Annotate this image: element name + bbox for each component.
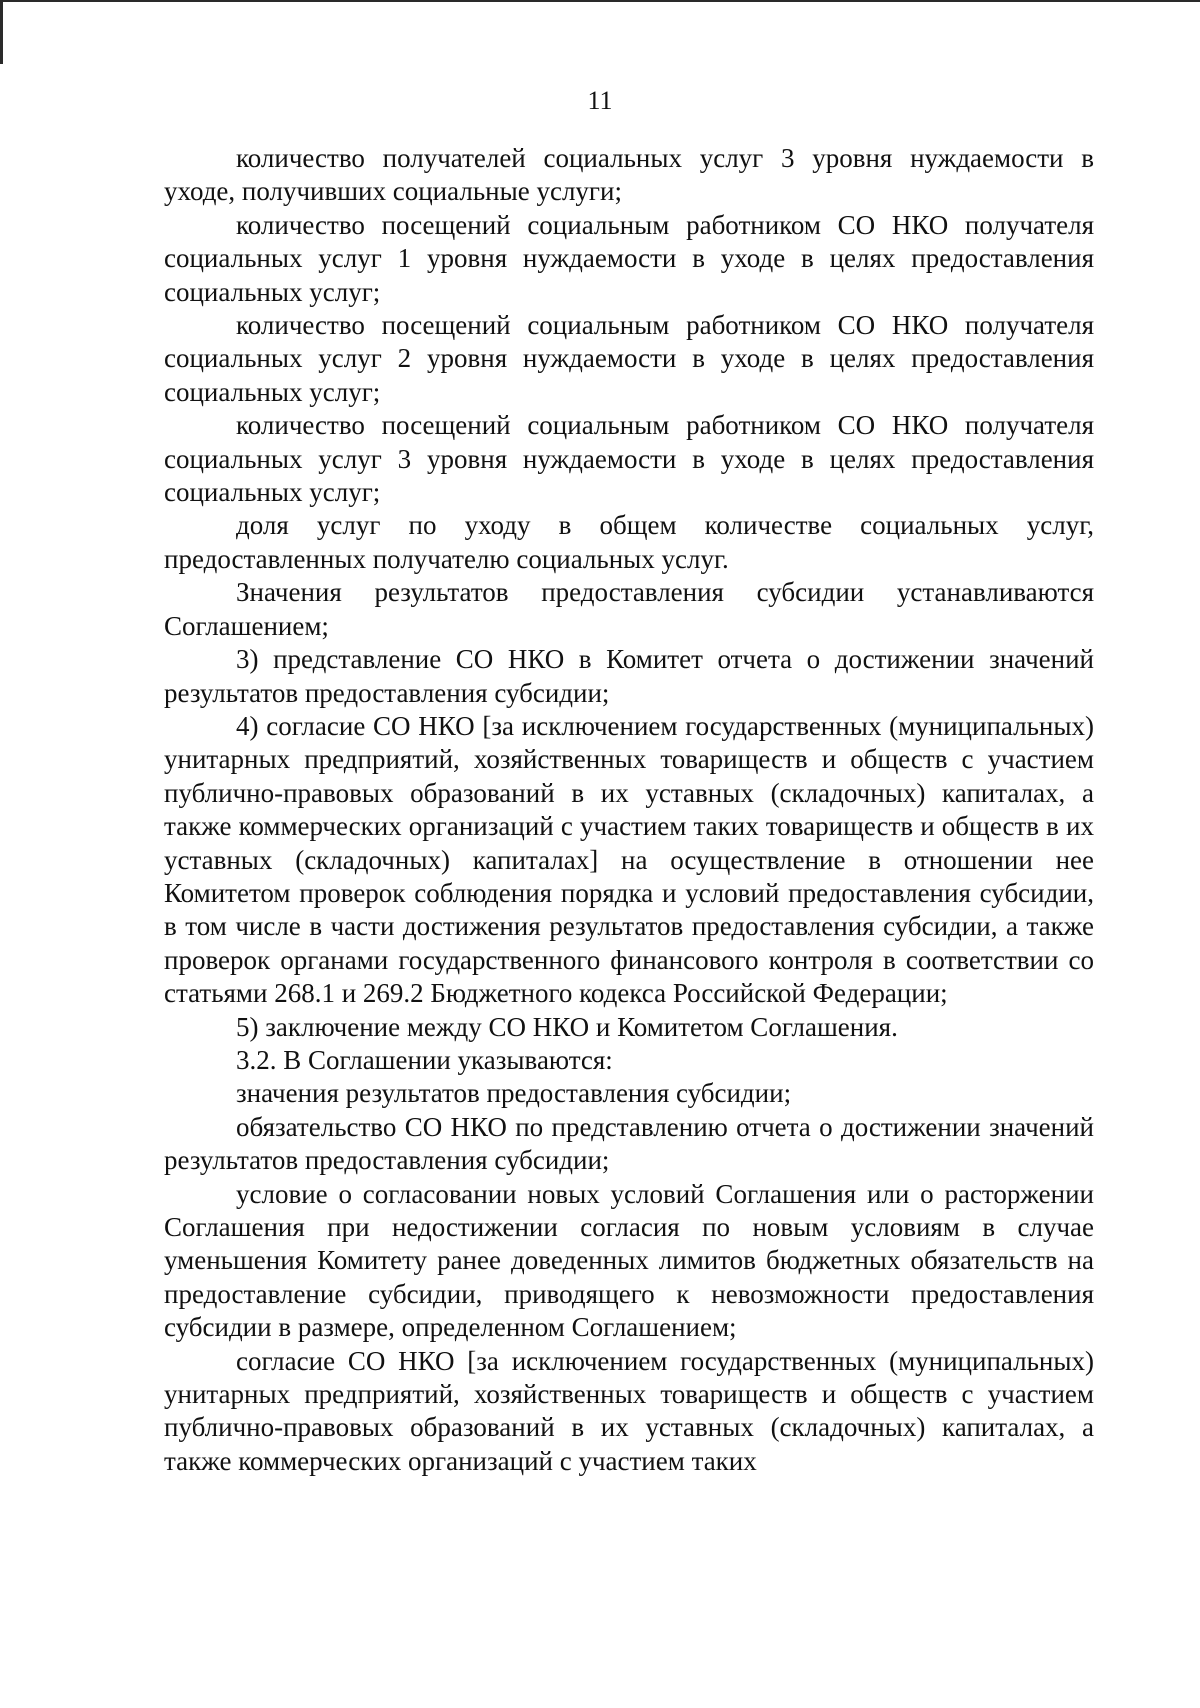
paragraph: условие о согласовании новых условий Соглашения или о расторжении Соглашения при недостижении согласия по новым условиям в случае уменьшения Комитету ранее доведенных лимитов бюджетных обязательств на предоставление субсидии, приводящего к невозможности предоставления субсидии в размере, определенном Соглашением; (164, 1178, 1094, 1343)
scan-edge-top (0, 0, 1200, 2)
scan-edge-left (0, 0, 3, 64)
document-body (164, 142, 1094, 1478)
paragraph: 5) заключение между СО НКО и Комитетом Соглашения. (236, 1011, 898, 1042)
paragraph: 4) согласие СО НКО [за исключением государственных (муниципальных) унитарных предприятий, хозяйственных товариществ и обществ с участием публично-правовых образований в их уставных (складочных) капиталах, а также коммерческих организаций с участием таких товариществ и обществ в их уставных (складочных) капиталах] на осуществление в отношении нее Комитетом проверок соблюдения порядка и условий предоставления субсидии, в том числе в части достижения результатов предоставления субсидии, а также проверок органами государственного финансового контроля в соответствии со статьями 268.1 и 269.2 Бюджетного кодекса Российской Федерации; (164, 710, 1094, 1009)
paragraph: обязательство СО НКО по представлению отчета о достижении значений результатов предоставления субсидии; (164, 1111, 1094, 1176)
paragraph: значения результатов предоставления субсидии; (236, 1078, 792, 1109)
paragraph: количество посещений социальным работником СО НКО получателя социальных услуг 3 уровня нуждаемости в уходе в целях предоставления социальных услуг; (164, 410, 1094, 508)
paragraph: количество посещений социальным работником СО НКО получателя социальных услуг 2 уровня нуждаемости в уходе в целях предоставления социальных услуг; (164, 310, 1094, 407)
paragraph: количество получателей социальных услуг 3 уровня нуждаемости в уходе, получивших социальные услуги; (164, 143, 1094, 207)
paragraph: 3) представление СО НКО в Комитет отчета о достижении значений результатов предоставления субсидии; (164, 644, 1094, 708)
page-number: 11 (587, 86, 613, 115)
paragraph: Значения результатов предоставления субсидии устанавливаются Соглашением; (164, 577, 1094, 641)
paragraph: согласие СО НКО [за исключением государственных (муниципальных) унитарных предприятий, хозяйственных товариществ и обществ с участием публично-правовых образований в их уставных (складочных) капиталах, а также коммерческих организаций с участием таких (164, 1345, 1094, 1476)
paragraph: количество посещений социальным работником СО НКО получателя социальных услуг 1 уровня нуждаемости в уходе в целях предоставления социальных услуг; (164, 209, 1094, 307)
paragraph: 3.2. В Соглашении указываются: (236, 1044, 613, 1075)
paragraph: доля услуг по уходу в общем количестве социальных услуг, предоставленных получателю социальных услуг. (164, 510, 1094, 574)
